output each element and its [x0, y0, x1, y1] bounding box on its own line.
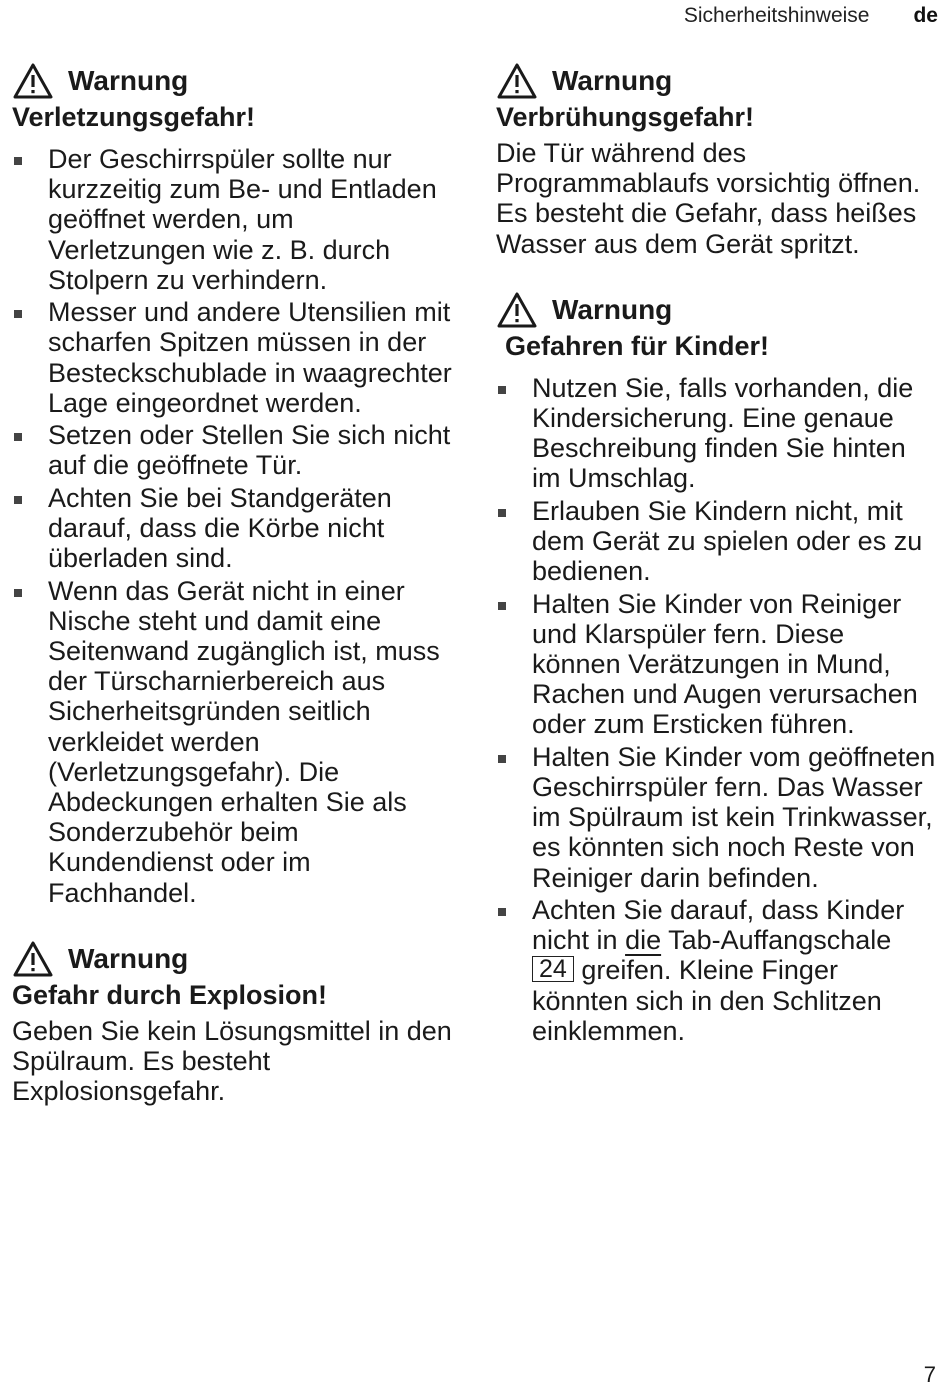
warning-heading: [12, 60, 452, 102]
bullet-icon: [14, 310, 22, 318]
warning-label: Warnung: [552, 293, 673, 325]
list-item-text: Achten Sie bei Standgeräten darauf, dass die Körbe nicht überladen sind.: [48, 482, 392, 574]
list-item-text: [532, 895, 904, 1046]
list-item-text: Nutzen Sie, falls vorhanden, die Kindersicherung. Eine genaue Beschreibung finden Sie hinten im Umschlag.: [532, 372, 914, 494]
bullet-icon: [14, 157, 22, 165]
warning-title: Verbrühungsgefahr!: [496, 102, 755, 132]
list-item: [12, 420, 452, 480]
list-item: [496, 742, 936, 893]
page-number: 7: [923, 1362, 936, 1387]
list-item-text: Der Geschirrspüler sollte nur kurzzeitig zum Be- und Entladen geöffnet werden, um Verletzungen wie z. B. durch Stolpern zu verhindern.: [48, 144, 437, 295]
warning-label: Warnung: [552, 65, 673, 96]
warning-injury: [12, 60, 452, 908]
bullet-icon: [14, 433, 22, 441]
warning-title: Gefahren für Kinder!: [505, 330, 770, 361]
warning-heading: [496, 60, 936, 102]
list-item-text: Halten Sie Kinder von Reiniger und Klarspüler fern. Diese können Verätzungen in Mund, Rachen und Augen verursachen oder zum Ersticken führen.: [532, 588, 918, 740]
bullet-icon: [14, 589, 22, 597]
list-item: [12, 144, 452, 295]
list-item-text: Setzen oder Stellen Sie sich nicht auf die geöffnete Tür.: [48, 420, 451, 481]
warning-scalding: [496, 60, 936, 259]
list-item: [12, 576, 452, 908]
warning-triangle-icon: [12, 940, 54, 978]
list-item: [496, 373, 936, 494]
warning-title: Gefahr durch Explosion!: [12, 979, 328, 1010]
bullet-icon: [498, 908, 506, 916]
left-column: [12, 60, 452, 1136]
list-item-text: Messer und andere Utensilien mit scharfen Spitzen müssen in der Besteckschublade in waagrechter Lage eingeordnet werden.: [48, 297, 452, 418]
warning-children: [496, 289, 936, 1046]
bullet-icon: [14, 496, 22, 504]
bullet-icon: [498, 602, 506, 610]
list-item: [496, 589, 936, 740]
list-item: [12, 297, 452, 418]
warning-text: Die Tür während des Programmablaufs vorsichtig öffnen. Es besteht die Gefahr, dass heißes Wasser aus dem Gerät spritzt.: [496, 138, 921, 259]
page-header: [684, 4, 938, 30]
warning-label: Warnung: [68, 942, 189, 974]
warning-text: Geben Sie kein Lösungsmittel in den Spülraum. Es besteht Explosionsgefahr.: [12, 1015, 452, 1107]
injury-list: [12, 144, 452, 908]
list-item: [12, 483, 452, 574]
figure-reference-box: 24: [532, 956, 574, 982]
list-item: [496, 496, 936, 587]
list-item: [496, 895, 936, 1046]
section-title: Sicherheitshinweise: [683, 4, 870, 27]
right-column: [496, 60, 936, 1076]
warning-explosion: [12, 938, 452, 1107]
list-item-text: Halten Sie Kinder vom geöffneten Geschirrspüler fern. Das Wasser im Spülraum ist kein Trinkwasser, es könnten sich noch Reste von Reiniger darin befinden.: [532, 741, 936, 893]
warning-title: Verletzungsgefahr!: [12, 102, 256, 132]
warning-label: Warnung: [68, 65, 189, 96]
bullet-icon: [498, 509, 506, 517]
bullet-icon: [498, 386, 506, 394]
text-part: Achten Sie darauf, dass Kinder nicht in: [532, 895, 905, 956]
list-item-text: Wenn das Gerät nicht in einer Nische steht und damit eine Seitenwand zugänglich ist, muss der Türscharnierbereich aus Sicherheitsgründen seitlich verkleidet werden (Verletzungsgefahr). Die Abdeckungen erhalten Sie als Sonderzubehör beim Kundendienst oder im Fachhandel.: [48, 575, 440, 908]
text-part: Tab-Auffangschale: [661, 925, 892, 956]
warning-triangle-icon: [12, 62, 54, 100]
warning-heading: [12, 938, 452, 980]
warning-heading: [496, 289, 936, 331]
bullet-icon: [498, 755, 506, 763]
underlined-text: die: [625, 925, 662, 956]
children-list: [496, 373, 936, 1046]
language-code: de: [913, 4, 938, 27]
warning-triangle-icon: [496, 62, 538, 100]
warning-triangle-icon: [496, 291, 538, 329]
list-item-text: Erlauben Sie Kindern nicht, mit dem Gerät zu spielen oder es zu bedienen.: [532, 495, 923, 587]
text-part: greifen. Kleine Finger könnten sich in den Schlitzen einklemmen.: [532, 955, 882, 1046]
